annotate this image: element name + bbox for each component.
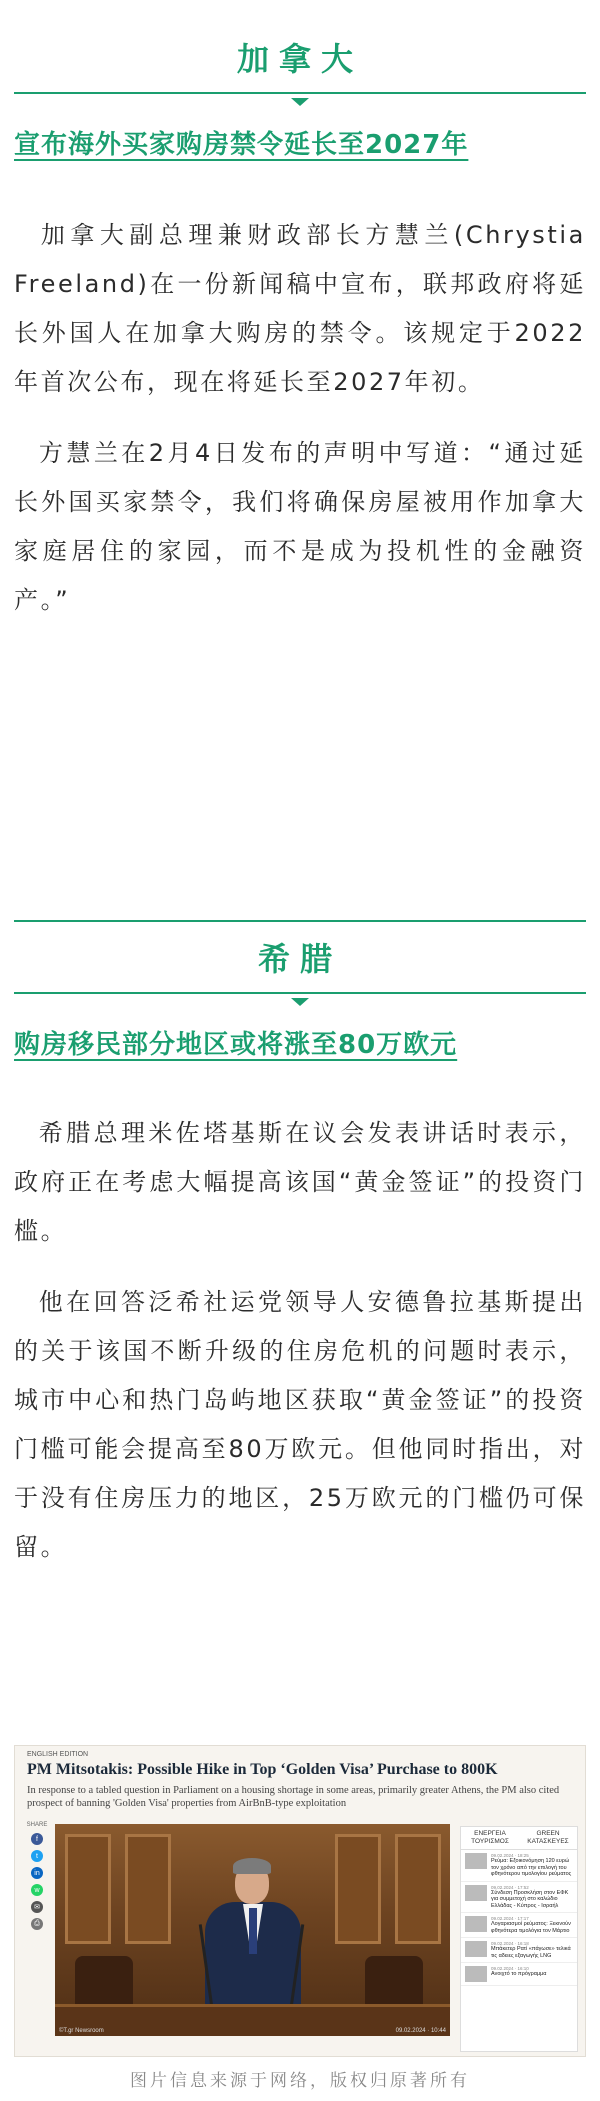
- sidebar-item: 09.02.2024 · 16:18 Μπάκετερ Ρατί «πάγωσε» τελικά τις αδειες εξαγωγής LNG: [461, 1938, 577, 1963]
- news-edition: ENGLISH EDITION: [27, 1751, 89, 1758]
- section-title: 希腊: [257, 939, 342, 978]
- share-label: SHARE: [26, 1822, 48, 1828]
- arrow-down-icon: [291, 998, 309, 1006]
- section-canada: [0, 0, 600, 625]
- paragraph: 他在回答泛希社运党领导人安德鲁拉基斯提出的关于该国不断升级的住房危机的问题时表示，城市中心和热门岛屿地区获取“黄金签证”的投资门槛可能会提高至80万欧元。但他同时指出，对于没有住房压力的地区，25万欧元的门槛仍可保留。: [14, 1287, 586, 1561]
- sidebar-item: 09.02.2024 · 18:25 Ρεύμα: Εξοικονόμηση 120 ευρώ τον χρόνο από την επιλογή του φθηνότερου τιμολογίου ρεύματος: [461, 1850, 577, 1882]
- section-greece: [0, 920, 600, 1572]
- twitter-icon: t: [31, 1850, 43, 1862]
- section-rule: [14, 92, 586, 94]
- sidebar-item: 09.02.2024 · 17:17 Λογαριασμοί ρεύματος: Ξεκινούν φθηνότερα τιμολόγια τον Μάρτιο: [461, 1913, 577, 1938]
- news-title: PM Mitsotakis: Possible Hike in Top ‘Golden Visa’ Purchase to 800K: [27, 1761, 498, 1778]
- linkedin-icon: in: [31, 1867, 43, 1879]
- print-icon: ⎙: [31, 1918, 43, 1930]
- email-icon: ✉: [31, 1901, 43, 1913]
- paragraph: 方慧兰在2月4日发布的声明中写道：“通过延长外国买家禁令，我们将确保房屋被用作加拿大家庭居住的家园，而不是成为投机性的金融资产。”: [14, 438, 586, 614]
- paragraph: 加拿大副总理兼财政部长方慧兰(Chrystia Freeland)在一份新闻稿中宣布，联邦政府将延长外国人在加拿大购房的禁令。该规定于2022年首次公布，现在将延长至2027年初。: [14, 220, 586, 396]
- paragraph: 希腊总理米佐塔基斯在议会发表讲话时表示，政府正在考虑大幅提高该国“黄金签证”的投资门槛。: [14, 1118, 586, 1245]
- share-bar: [25, 1822, 49, 1972]
- section-rule: [14, 992, 586, 994]
- news-photo: [55, 1824, 450, 2036]
- sidebar-tabs: [461, 1827, 577, 1850]
- section-header: [14, 934, 586, 1006]
- photo-credit: ©T.gr Newsroom: [59, 2028, 104, 2034]
- section-header: [14, 34, 586, 106]
- section-headline: 宣布海外买家购房禁令延长至2027年: [14, 129, 469, 160]
- sidebar-tab: GREEN ΚΑΤΑΣΚΕΥΕΣ: [527, 1830, 569, 1845]
- news-screenshot: [14, 1745, 586, 2057]
- section-divider: [14, 920, 586, 922]
- photo-timestamp: 09.02.2024 · 10:44: [395, 2028, 446, 2034]
- whatsapp-icon: w: [31, 1884, 43, 1896]
- sidebar-tab: ΕΝΕΡΓΕΙΑ ΤΟΥΡΙΣΜΟΣ: [471, 1830, 509, 1845]
- arrow-down-icon: [291, 98, 309, 106]
- section-headline: 购房移民部分地区或将涨至80万欧元: [14, 1029, 458, 1060]
- sidebar-item: 09.02.2024 · 17:52 Σύνδεση Προσκλήση στον ΕΦΚ για συμμετοχή στο καλώδιο Ελλάδας - Κύπρος - Ισραήλ: [461, 1882, 577, 1914]
- section-title: 加拿大: [236, 39, 363, 78]
- news-sidebar: [460, 1826, 578, 2052]
- facebook-icon: f: [31, 1833, 43, 1845]
- sidebar-item: 09.02.2024 · 16:10 Ανοιχτό το πρόγραμμα: [461, 1963, 577, 1986]
- image-caption: 图片信息来源于网络，版权归原著所有: [130, 2071, 470, 2091]
- news-lede: In response to a tabled question in Parliament on a housing shortage in some areas, primarily greater Athens, the PM also cited prospect of banning 'Golden Visa' properties from AirBnB-type exploitation: [27, 1785, 560, 1809]
